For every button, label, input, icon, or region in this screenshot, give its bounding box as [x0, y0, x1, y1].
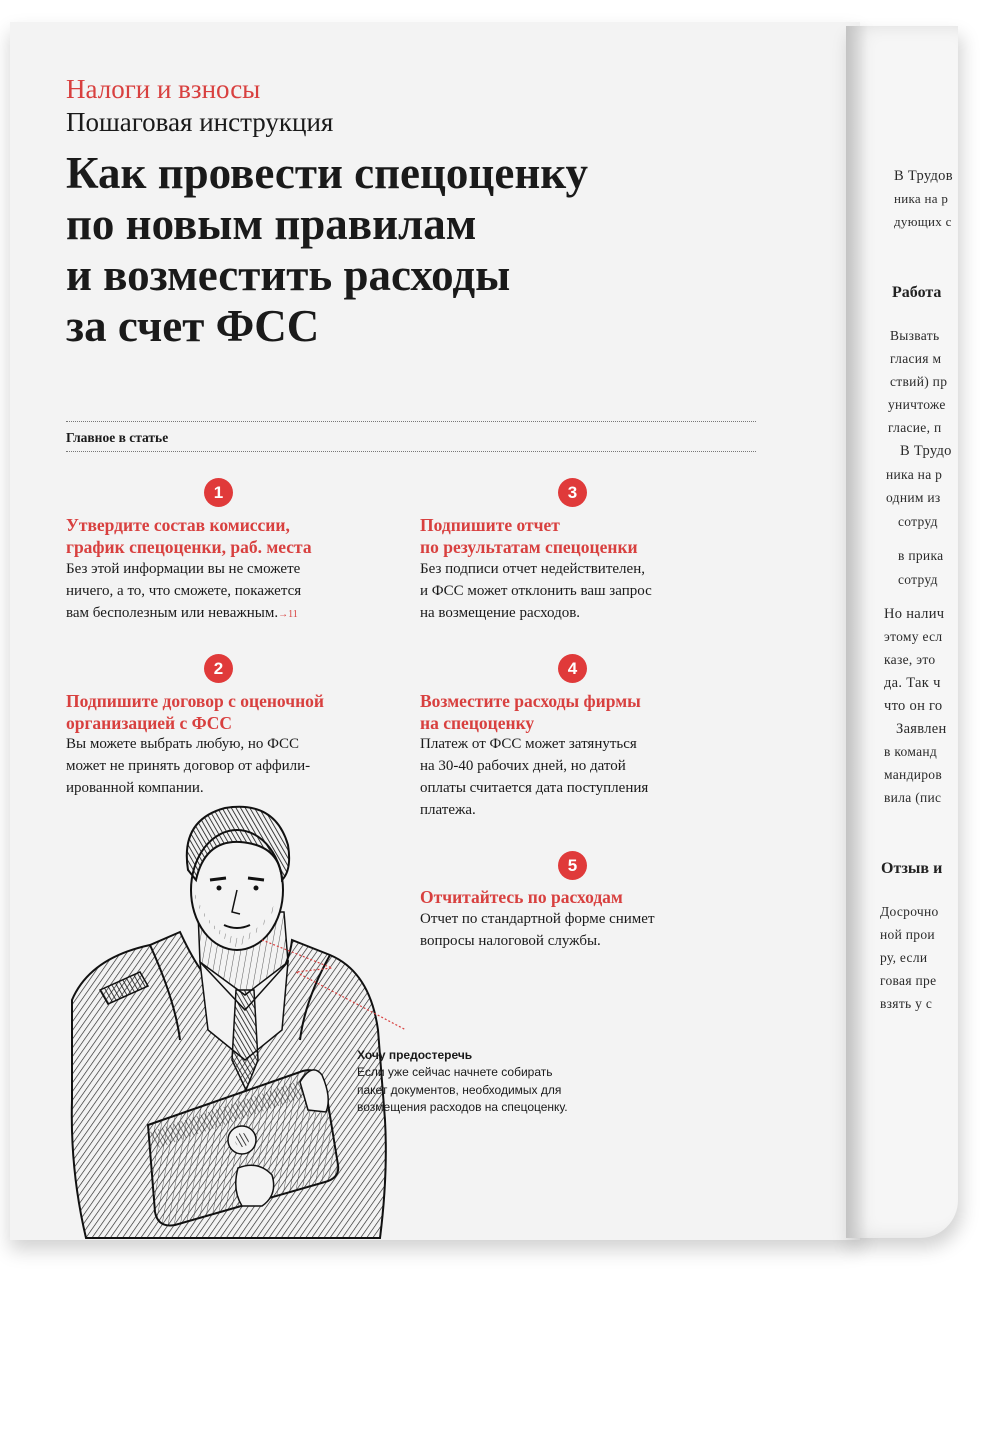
title-line: по новым правилам [66, 199, 477, 249]
next-page-line: в команд [884, 744, 938, 759]
next-page-line: гласие, п [888, 420, 942, 435]
warning-text-line: возмещения расходов на спецоценку. [357, 1100, 568, 1114]
next-page-line: мандиров [884, 767, 943, 782]
title-line: Как провести спецоценку [66, 148, 589, 198]
next-page-line: да. Так ч [884, 675, 941, 691]
step-title-line: Подпишите отчет [420, 515, 560, 535]
warning-text-line: пакет документов, необходимых для [357, 1082, 562, 1097]
step-text-line: и ФСС может отклонить ваш запрос [420, 583, 652, 599]
step-title-line: на спецоценку [420, 713, 535, 733]
section-label: Главное в статье [66, 430, 169, 445]
step-text-line: Без подписи отчет недействителен, [420, 561, 645, 577]
warning-text-line: Если уже сейчас начнете собирать [357, 1065, 553, 1079]
next-page-line: уничтоже [888, 397, 946, 412]
step-text-line: вопросы налоговой службы. [420, 933, 601, 949]
step-title-line: организацией с ФСС [66, 713, 232, 733]
step-title-line: Утвердите состав комиссии, [66, 515, 290, 535]
step-text-line: на возмещение расходов. [420, 605, 581, 621]
next-page-line: говая пре [880, 973, 937, 988]
step-text-line: Без этой информации вы не сможете [66, 561, 301, 577]
step-title-line: Подпишите договор с оценочной [66, 691, 324, 711]
warning-text [357, 1064, 617, 1117]
next-page-line: гласия м [890, 351, 942, 366]
step-text-line: Платеж от ФСС может затянуться [420, 736, 637, 752]
next-page-line: В Трудов [894, 168, 953, 184]
next-page-line: этому есл [884, 629, 943, 644]
title-line: за счет ФСС [66, 301, 320, 351]
warning-callout [357, 1047, 617, 1117]
step-title-line: график спецоценки, раб. места [66, 537, 312, 557]
next-page-line: Заявлен [896, 721, 947, 737]
next-page-line: Вызвать [890, 328, 940, 343]
next-page-line: вила (пис [884, 790, 942, 805]
next-page-line: Досрочно [880, 904, 939, 919]
title-line: и возместить расходы [66, 250, 511, 300]
step-text-line: платежа. [420, 802, 476, 818]
next-page-line: ника на р [894, 191, 949, 206]
next-page-line: ника на р [886, 467, 943, 482]
step-text-line: Отчет по стандартной форме снимет [420, 911, 655, 927]
step-number-badge: 1 [204, 478, 233, 507]
next-page-line: взять у с [880, 996, 933, 1011]
next-page-line: казе, это [884, 652, 936, 667]
step-text-line: на 30-40 рабочих дней, но датой [420, 758, 626, 774]
subrubric: Пошаговая инструкция [66, 107, 334, 137]
next-page-line: одним из [886, 490, 941, 505]
step-text-line: может не принять договор от аффили- [66, 758, 311, 774]
step-title-line: по результатам спецоценки [420, 537, 638, 557]
next-page-heading: Работа [892, 284, 942, 301]
next-page-line: что он го [884, 698, 943, 714]
next-page-line: В Трудо [900, 443, 952, 459]
next-page-line: в прика [898, 548, 944, 563]
warning-title: Хочу предостеречь [357, 1048, 473, 1062]
step-number-badge: 3 [558, 478, 587, 507]
step-text-line: оплаты считается дата поступления [420, 780, 649, 796]
next-page-line: дующих с [894, 214, 952, 229]
step-text-line: ничего, а то, что сможете, покажется [66, 583, 302, 599]
step-title-line: Отчитайтесь по расходам [420, 887, 623, 907]
next-page-line: ствий) пр [890, 374, 948, 389]
step-number-badge: 5 [558, 851, 587, 880]
step-title-line: Возместите расходы фирмы [420, 691, 641, 711]
next-page-line: ной прои [880, 927, 935, 942]
step-number-badge: 2 [204, 654, 233, 683]
next-page-line: Но налич [884, 606, 945, 622]
next-page-line: ру, если [880, 950, 928, 965]
step-text-line: вам бесполезным или неважным. [66, 605, 279, 621]
rubric: Налоги и взносы [66, 74, 261, 104]
page-reference-link[interactable]: →11 [278, 609, 298, 620]
next-page-line: сотруд [898, 572, 938, 587]
step-text-line: Вы можете выбрать любую, но ФСС [66, 736, 300, 752]
step-number-badge: 4 [558, 654, 587, 683]
next-page-line: сотруд [898, 514, 938, 529]
step-text-line: ированной компании. [66, 780, 204, 796]
next-page-heading: Отзыв и [881, 860, 943, 877]
